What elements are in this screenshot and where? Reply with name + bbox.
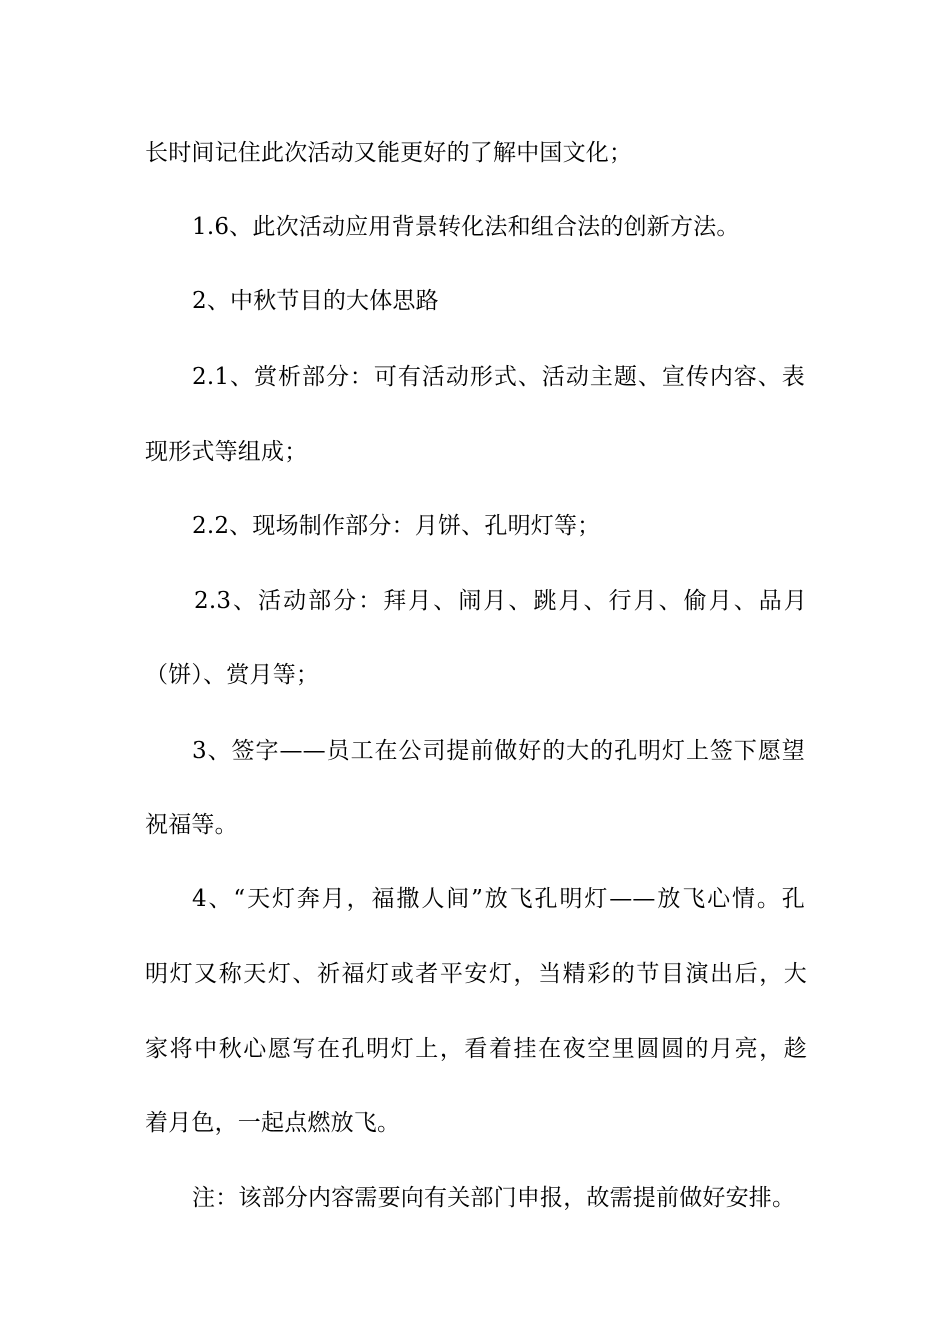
paragraph-line: 2.2、现场制作部分：月饼、孔明灯等； <box>192 513 601 539</box>
paragraph-line: 4、“天灯奔月，福撒人间”放飞孔明灯——放飞心情。孔 <box>192 886 805 912</box>
paragraph-line: 祝福等。 <box>145 812 238 838</box>
paragraph-line: 2.3、活动部分：拜月、闹月、跳月、行月、偷月、品月 <box>194 588 807 614</box>
paragraph-line: （饼）、赏月等； <box>145 662 320 688</box>
paragraph-line: 2.1、赏析部分：可有活动形式、活动主题、宣传内容、表 <box>192 364 805 390</box>
paragraph-line: 家将中秋心愿写在孔明灯上，看着挂在夜空里圆圆的月亮，趁 <box>145 1036 807 1062</box>
paragraph-line: 明灯又称天灯、祈福灯或者平安灯，当精彩的节目演出后，大 <box>145 961 807 987</box>
section-heading: 2、中秋节目的大体思路 <box>192 288 439 314</box>
paragraph-line: 3、签字——员工在公司提前做好的大的孔明灯上签下愿望 <box>192 738 805 764</box>
paragraph-line: 现形式等组成； <box>145 439 308 465</box>
paragraph-line: 1.6、此次活动应用背景转化法和组合法的创新方法。 <box>192 214 740 240</box>
note-line: 注：该部分内容需要向有关部门申报，故需提前做好安排。 <box>192 1185 796 1211</box>
paragraph-line: 着月色，一起点燃放飞。 <box>145 1110 401 1136</box>
paragraph-line: 长时间记住此次活动又能更好的了解中国文化； <box>145 140 633 166</box>
